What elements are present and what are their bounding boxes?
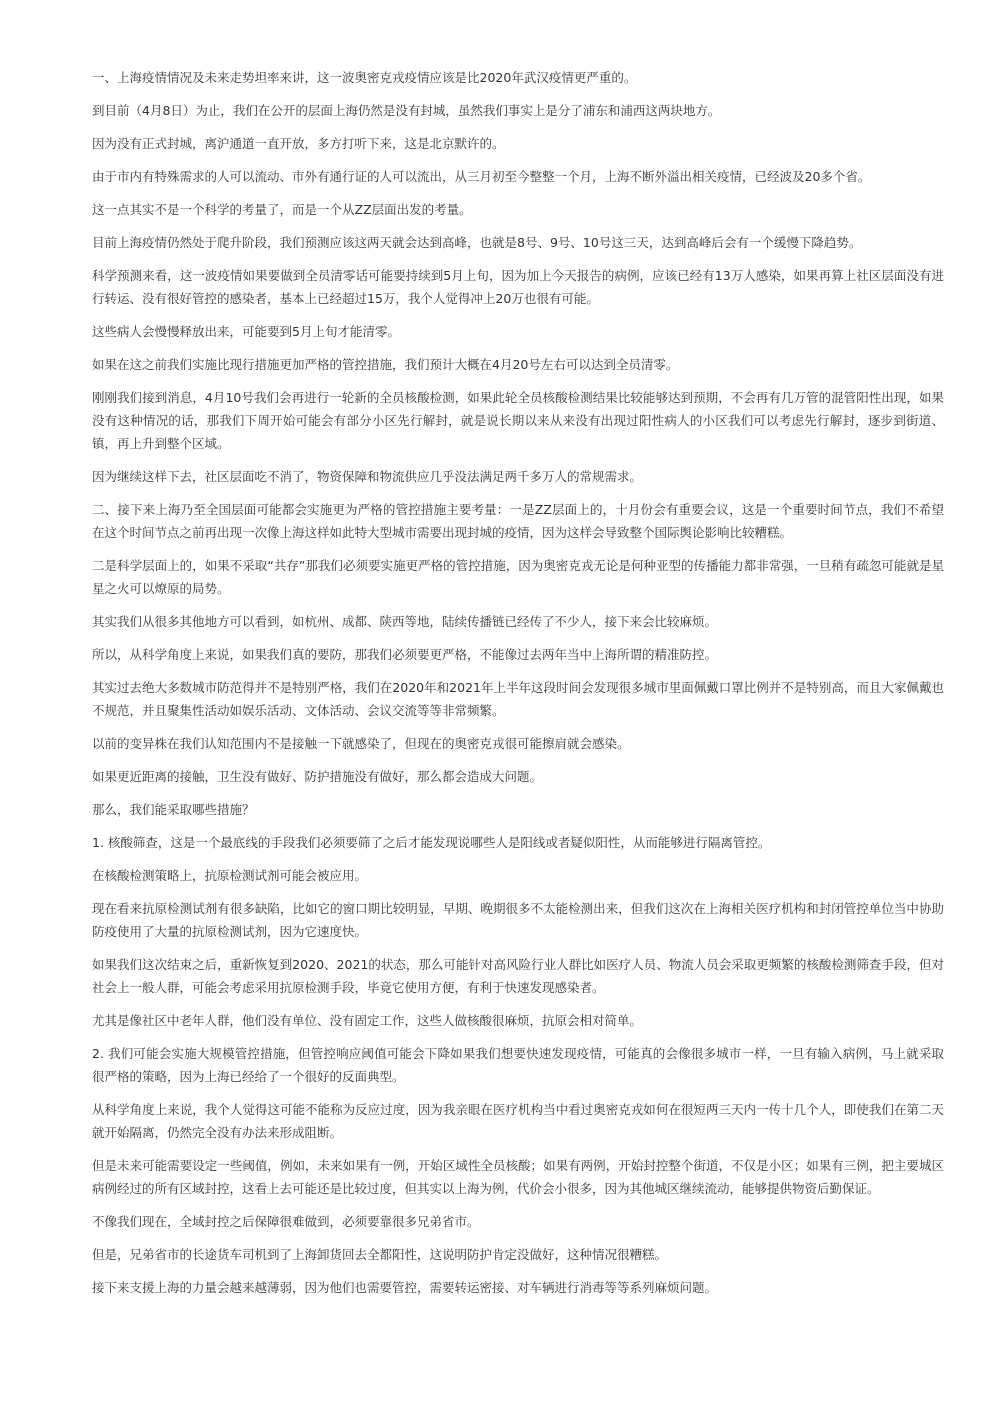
paragraph: 一、上海疫情情况及未来走势坦率来讲，这一波奥密克戎疫情应该是比2020年武汉疫情更严重的。 <box>92 70 637 85</box>
paragraph: 二是科学层面上的，如果不采取“共存”那我们必须要实施更严格的管控措施，因为奥密克戎无论是何种亚型的传播能力都非常强，一旦稍有疏忽可能就是星星之火可以燎原的局势。 <box>92 558 944 596</box>
paragraph: 2. 我们可能会实施大规模管控措施，但管控响应阈值可能会下降如果我们想要快速发现疫情，可能真的会像很多城市一样，一旦有输入病例，马上就采取很严格的策略，因为上海已经给了一个很好的反面典型。 <box>92 1046 944 1084</box>
paragraph: 到目前（4月8日）为止，我们在公开的层面上海仍然是没有封城，虽然我们事实上是分了浦东和浦西这两块地方。 <box>92 103 721 118</box>
paragraph: 所以，从科学角度上来说，如果我们真的要防，那我们必须要更严格，不能像过去两年当中上海所谓的精准防控。 <box>92 647 718 662</box>
paragraph: 其实我们从很多其他地方可以看到，如杭州、成都、陕西等地，陆续传播链已经传了不少人，接下来会比较麻烦。 <box>92 614 718 629</box>
paragraph: 现在看来抗原检测试剂有很多缺陷，比如它的窗口期比较明显，早期、晚期很多不太能检测出来，但我们这次在上海相关医疗机构和封闭管控单位当中协助防疫使用了大量的抗原检测试剂，因为它速度快。 <box>92 901 944 939</box>
paragraph: 由于市内有特殊需求的人可以流动、市外有通行证的人可以流出，从三月初至今整整一个月，上海不断外溢出相关疫情，已经波及20多个省。 <box>92 169 871 184</box>
paragraph: 如果我们这次结束之后，重新恢复到2020、2021的状态，那么可能针对高风险行业人群比如医疗人员、物流人员会采取更频繁的核酸检测筛查手段，但对社会上一般人群，可能会考虑采用抗原检测手段，毕竟它使用方便，有利于快速发现感染者。 <box>92 957 944 995</box>
paragraph: 不像我们现在，全域封控之后保障很难做到，必须要靠很多兄弟省市。 <box>92 1214 480 1229</box>
paragraph: 接下来支援上海的力量会越来越薄弱，因为他们也需要管控，需要转运密接、对车辆进行消毒等等系列麻烦问题。 <box>92 1280 718 1295</box>
paragraph: 因为继续这样下去，社区层面吃不消了，物资保障和物流供应几乎没法满足两千多万人的常规需求。 <box>92 469 643 484</box>
paragraph: 其实过去绝大多数城市防范得并不是特别严格，我们在2020年和2021年上半年这段时间会发现很多城市里面佩戴口罩比例并不是特别高，而且大家佩戴也不规范，并且聚集性活动如娱乐活动、文体活动、会议交流等等非常频繁。 <box>92 680 944 718</box>
paragraph: 在核酸检测策略上，抗原检测试剂可能会被应用。 <box>92 868 368 883</box>
paragraph: 但是，兄弟省市的长途货车司机到了上海卸货回去全都阳性，这说明防护肯定没做好，这种情况很糟糕。 <box>92 1247 668 1262</box>
paragraph: 但是未来可能需要设定一些阈值，例如，未来如果有一例，开始区域性全员核酸；如果有两例，开始封控整个街道，不仅是小区；如果有三例，把主要城区病例经过的所有区域封控，这看上去可能还是比较过度，但其实以上海为例，代价会小很多，因为其他城区继续流动，能够提供物资后勤保证。 <box>92 1158 944 1196</box>
paragraph: 1. 核酸筛查，这是一个最底线的手段我们必须要筛了之后才能发现说哪些人是阳线或者疑似阳性，从而能够进行隔离管控。 <box>92 835 771 850</box>
paragraph: 如果更近距离的接触，卫生没有做好、防护措施没有做好，那么都会造成大问题。 <box>92 769 543 784</box>
paragraph: 目前上海疫情仍然处于爬升阶段，我们预测应该这两天就会达到高峰，也就是8号、9号、10号这三天，达到高峰后会有一个缓慢下降趋势。 <box>92 235 862 250</box>
paragraph: 刚刚我们接到消息，4月10号我们会再进行一轮新的全员核酸检测，如果此轮全员核酸检测结果比较能够达到预期，不会再有几万管的混管阳性出现，如果没有这种情况的话，那我们下周开始可能会有部分小区先行解封，就是说长期以来从来没有出现过阳性病人的小区我们可以考虑先行解封，逐步到街道、镇，再上升到整个区域。 <box>92 390 944 451</box>
article-body <box>92 66 944 1309</box>
paragraph: 这一点其实不是一个科学的考量了，而是一个从ZZ层面出发的考量。 <box>92 202 472 217</box>
paragraph: 以前的变异株在我们认知范围内不是接触一下就感染了，但现在的奥密克戎很可能擦肩就会感染。 <box>92 736 630 751</box>
paragraph: 那么，我们能采取哪些措施？ <box>92 802 255 817</box>
paragraph: 如果在这之前我们实施比现行措施更加严格的管控措施，我们预计大概在4月20号左右可以达到全员清零。 <box>92 357 679 372</box>
paragraph: 从科学角度上来说，我个人觉得这可能不能称为反应过度，因为我亲眼在医疗机构当中看过奥密克戎如何在很短两三天内一传十几个人，即使我们在第二天就开始隔离，仍然完全没有办法来形成阻断。 <box>92 1102 944 1140</box>
paragraph: 因为没有正式封城，离沪通道一直开放，多方打听下来，这是北京默许的。 <box>92 136 505 151</box>
paragraph: 二、接下来上海乃至全国层面可能都会实施更为严格的管控措施主要考量：一是ZZ层面上的，十月份会有重要会议，这是一个重要时间节点，我们不希望在这个时间节点之前再出现一次像上海这样如此特大型城市需要出现封城的疫情，因为这样会导致整个国际舆论影响比较糟糕。 <box>92 502 944 540</box>
paragraph: 科学预测来看，这一波疫情如果要做到全员清零话可能要持续到5月上旬，因为加上今天报告的病例，应该已经有13万人感染，如果再算上社区层面没有进行转运、没有很好管控的感染者，基本上已经超过15万，我个人觉得冲上20万也很有可能。 <box>92 268 944 306</box>
paragraph: 这些病人会慢慢释放出来，可能要到5月上旬才能清零。 <box>92 324 400 339</box>
paragraph: 尤其是像社区中老年人群，他们没有单位、没有固定工作，这些人做核酸很麻烦，抗原会相对简单。 <box>92 1013 643 1028</box>
